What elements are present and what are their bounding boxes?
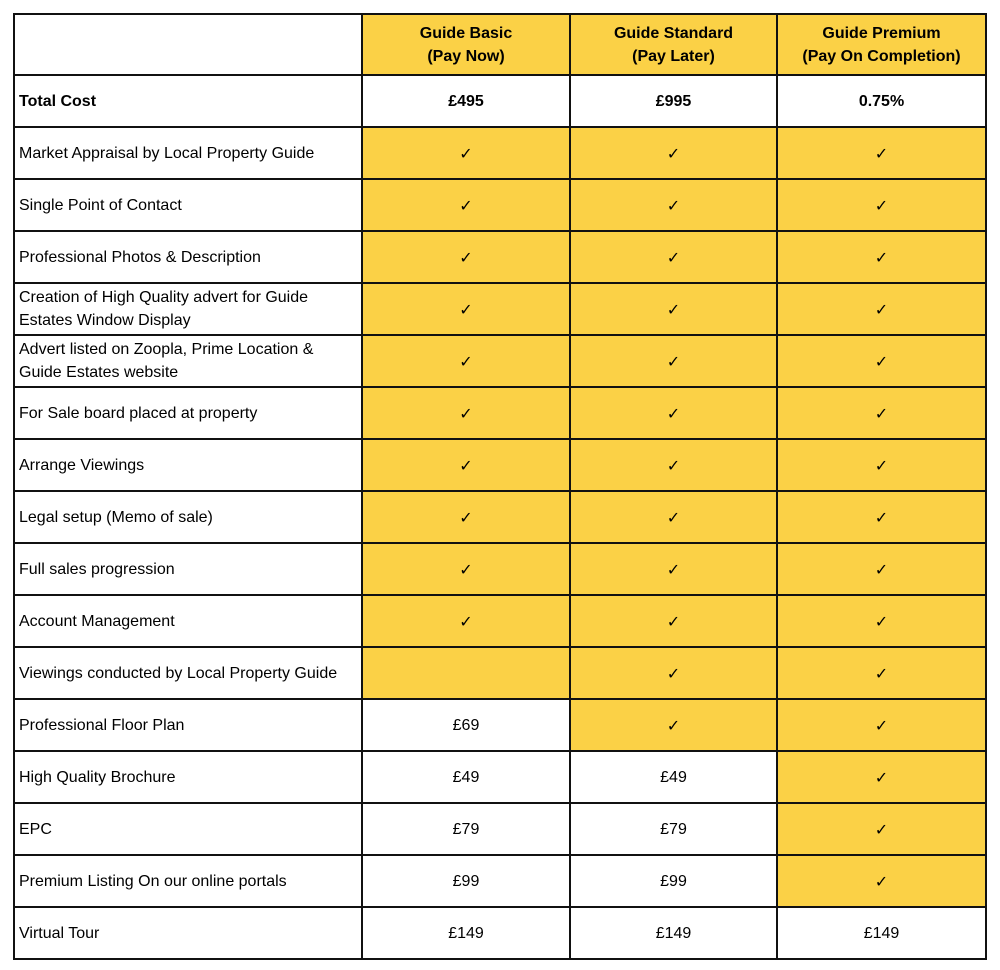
included-check-icon-premium: ✓ <box>777 699 986 751</box>
included-check-icon-standard: ✓ <box>570 179 777 231</box>
feature-value-basic: £49 <box>362 751 570 803</box>
included-check-icon-standard: ✓ <box>570 127 777 179</box>
plan-name-premium: Guide Premium <box>822 24 941 42</box>
included-check-icon-standard: ✓ <box>570 231 777 283</box>
total-cost-standard: £995 <box>570 75 777 127</box>
plan-payment-premium: (Pay On Completion) <box>802 47 961 65</box>
feature-row <box>14 855 986 907</box>
feature-label: Viewings conducted by Local Property Guide <box>14 647 362 699</box>
feature-label: Single Point of Contact <box>14 179 362 231</box>
feature-label: EPC <box>14 803 362 855</box>
included-check-icon-standard: ✓ <box>570 595 777 647</box>
feature-label: Professional Photos & Description <box>14 231 362 283</box>
feature-label: Account Management <box>14 595 362 647</box>
included-check-icon-basic: ✓ <box>362 335 570 387</box>
included-check-icon-premium: ✓ <box>777 283 986 335</box>
pricing-comparison-table <box>13 13 987 960</box>
feature-value-basic: £149 <box>362 907 570 959</box>
feature-row <box>14 647 986 699</box>
feature-row <box>14 335 986 387</box>
feature-row <box>14 803 986 855</box>
feature-value-premium: £149 <box>777 907 986 959</box>
included-check-icon-basic: ✓ <box>362 439 570 491</box>
included-check-icon-basic: ✓ <box>362 179 570 231</box>
feature-row <box>14 907 986 959</box>
included-check-icon-standard: ✓ <box>570 387 777 439</box>
plan-name-basic: Guide Basic <box>419 24 513 42</box>
plan-name-standard: Guide Standard <box>613 24 734 42</box>
included-check-icon-basic: ✓ <box>362 283 570 335</box>
included-check-icon-basic: ✓ <box>362 387 570 439</box>
included-check-icon-premium: ✓ <box>777 179 986 231</box>
feature-row <box>14 231 986 283</box>
feature-row <box>14 127 986 179</box>
included-check-icon-premium: ✓ <box>777 335 986 387</box>
included-check-icon-basic: ✓ <box>362 543 570 595</box>
feature-row <box>14 491 986 543</box>
plan-header-premium <box>777 14 986 75</box>
feature-label: High Quality Brochure <box>14 751 362 803</box>
included-check-icon-standard: ✓ <box>570 491 777 543</box>
feature-label: Arrange Viewings <box>14 439 362 491</box>
included-check-icon-premium: ✓ <box>777 491 986 543</box>
included-check-icon-premium: ✓ <box>777 543 986 595</box>
plan-header-standard <box>570 14 777 75</box>
total-cost-premium: 0.75% <box>777 75 986 127</box>
total-cost-label: Total Cost <box>14 75 362 127</box>
feature-row <box>14 387 986 439</box>
feature-row <box>14 699 986 751</box>
feature-label: Legal setup (Memo of sale) <box>14 491 362 543</box>
feature-label: Advert listed on Zoopla, Prime Location & Guide Estates website <box>14 335 362 387</box>
feature-label: Creation of High Quality advert for Guide Estates Window Display <box>14 283 362 335</box>
total-cost-basic: £495 <box>362 75 570 127</box>
included-check-icon-premium: ✓ <box>777 127 986 179</box>
feature-value-basic <box>362 647 570 699</box>
included-check-icon-basic: ✓ <box>362 231 570 283</box>
feature-label: For Sale board placed at property <box>14 387 362 439</box>
included-check-icon-standard: ✓ <box>570 543 777 595</box>
feature-row <box>14 595 986 647</box>
included-check-icon-basic: ✓ <box>362 491 570 543</box>
feature-label: Market Appraisal by Local Property Guide <box>14 127 362 179</box>
feature-label: Virtual Tour <box>14 907 362 959</box>
header-corner-cell <box>14 14 362 75</box>
included-check-icon-standard: ✓ <box>570 439 777 491</box>
feature-label: Full sales progression <box>14 543 362 595</box>
plan-header-basic <box>362 14 570 75</box>
feature-row <box>14 283 986 335</box>
feature-value-basic: £79 <box>362 803 570 855</box>
included-check-icon-premium: ✓ <box>777 439 986 491</box>
included-check-icon-premium: ✓ <box>777 387 986 439</box>
feature-label: Premium Listing On our online portals <box>14 855 362 907</box>
included-check-icon-premium: ✓ <box>777 231 986 283</box>
feature-row <box>14 543 986 595</box>
included-check-icon-standard: ✓ <box>570 335 777 387</box>
total-cost-row <box>14 75 986 127</box>
included-check-icon-premium: ✓ <box>777 855 986 907</box>
included-check-icon-premium: ✓ <box>777 751 986 803</box>
feature-value-standard: £99 <box>570 855 777 907</box>
feature-label: Professional Floor Plan <box>14 699 362 751</box>
included-check-icon-premium: ✓ <box>777 647 986 699</box>
included-check-icon-premium: ✓ <box>777 595 986 647</box>
feature-row <box>14 179 986 231</box>
feature-row <box>14 751 986 803</box>
feature-value-standard: £49 <box>570 751 777 803</box>
included-check-icon-premium: ✓ <box>777 803 986 855</box>
feature-value-standard: £149 <box>570 907 777 959</box>
included-check-icon-standard: ✓ <box>570 647 777 699</box>
included-check-icon-basic: ✓ <box>362 127 570 179</box>
included-check-icon-standard: ✓ <box>570 699 777 751</box>
plan-payment-standard: (Pay Later) <box>632 47 715 65</box>
plan-payment-basic: (Pay Now) <box>427 47 505 65</box>
included-check-icon-standard: ✓ <box>570 283 777 335</box>
feature-row <box>14 439 986 491</box>
feature-value-basic: £99 <box>362 855 570 907</box>
plan-header-row <box>14 14 986 75</box>
included-check-icon-basic: ✓ <box>362 595 570 647</box>
feature-value-standard: £79 <box>570 803 777 855</box>
feature-value-basic: £69 <box>362 699 570 751</box>
